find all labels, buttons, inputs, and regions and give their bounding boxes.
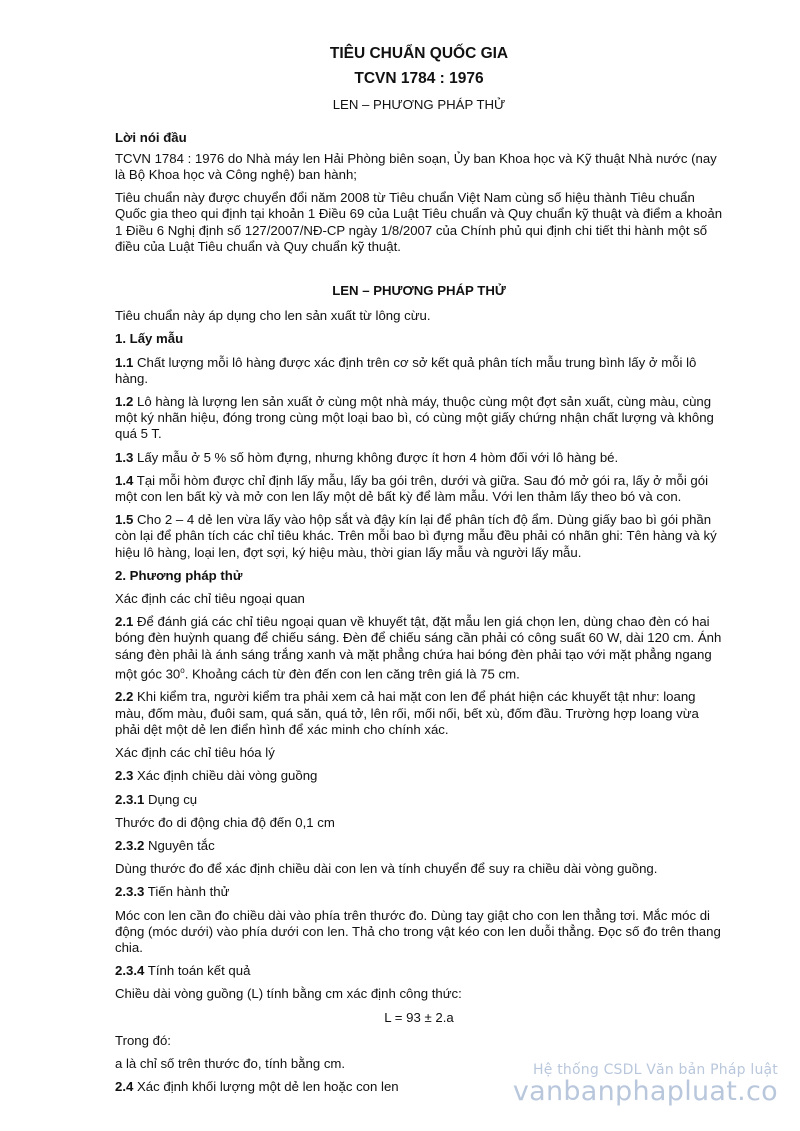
- clause-2-1: [115, 614, 723, 682]
- foreword-paragraph-1: TCVN 1784 : 1976 do Nhà máy len Hải Phòng biên soạn, Ủy ban Khoa học và Kỹ thuật Nhà nước (nay là Bộ Khoa học và Công nghệ) ban hành;: [115, 150, 717, 183]
- foreword-heading: Lời nói đầu: [115, 129, 187, 145]
- clause-2-2: [115, 689, 723, 738]
- clause-number: 1.3: [115, 449, 134, 465]
- clause-text: Chất lượng mỗi lô hàng được xác định trên cơ sở kết quả phân tích mẫu trung bình lấy ở mỗi lô hàng.: [115, 354, 697, 386]
- clause-2-3-1-body: Thước đo di động chia độ đến 0,1 cm: [115, 814, 335, 830]
- clause-2-3-4: [115, 963, 723, 979]
- clause-number: 2.3.2: [115, 837, 145, 853]
- clause-1-3: [115, 450, 723, 466]
- watermark: [513, 1062, 778, 1107]
- clause-number: 2.2: [115, 689, 134, 705]
- foreword-paragraph-2: Tiêu chuẩn này được chuyển đổi năm 2008 từ Tiêu chuẩn Việt Nam cùng số hiệu thành Tiêu chuẩn Quốc gia theo qui định tại khoản 1 Điều 69 của Luật Tiêu chuẩn và Quy chuẩn kỹ thuật và điểm a khoản 1 Điều 6 Nghị định số 127/2007/NĐ-CP ngày 1/8/2007 của Chính phủ qui định chi tiết thi hành một số điều của Luật Tiêu chuẩn và Quy chuẩn kỹ thuật.: [115, 190, 723, 254]
- section-2-heading: 2. Phương pháp thử: [115, 567, 243, 583]
- clause-1-1: [115, 355, 723, 387]
- clause-1-5: [115, 512, 723, 561]
- clause-number: 2.3.4: [115, 963, 145, 979]
- clause-text: Để đánh giá các chỉ tiêu ngoại quan về khuyết tật, đặt mẫu len giá chọn len, dùng chao đèn có hai bóng đèn huỳnh quang để chiếu sáng. Đèn để chiếu sáng cần phải có công suất 60 W, dài 120 cm. Ánh sáng đèn phải là ánh sáng trắng xanh và mặt phẳng chứa hai bóng đèn phải tạo với mặt phẳng ngang một góc 30: [115, 614, 722, 682]
- degree-superscript: o: [180, 665, 185, 675]
- clause-number: 2.3.3: [115, 884, 145, 900]
- clause-number: 2.3: [115, 768, 134, 784]
- clause-number: 2.4: [115, 1079, 134, 1095]
- clause-2-3-3: [115, 884, 723, 900]
- clause-text: Lô hàng là lượng len sản xuất ở cùng một nhà máy, thuộc cùng một đợt sản xuất, cùng màu, cùng một ký nhãn hiệu, đóng trong cùng một loại bao bì, có cùng một giấy chứng nhận chất lượng và không quá 5 T.: [115, 394, 714, 442]
- section-1-heading: 1. Lấy mẫu: [115, 331, 184, 347]
- clause-2-3-4-body: Chiều dài vòng guồng (L) tính bằng cm xác định công thức:: [115, 986, 462, 1002]
- clause-text: Tại mỗi hòm được chỉ định lấy mẫu, lấy ba gói trên, dưới và giữa. Sau đó mở gói ra, lấy ở mỗi gói một con len bất kỳ và mở con len lấy một dẻ bất kỳ để làm mẫu. Với len thảm lấy theo bó và con.: [115, 472, 709, 505]
- standard-code: TCVN 1784 : 1976: [354, 70, 484, 88]
- where-definition: a là chỉ số trên thước đo, tính bằng cm.: [115, 1055, 346, 1071]
- clause-text: Lấy mẫu ở 5 % số hòm đựng, nhưng không được ít hơn 4 hòm đối với lô hàng bé.: [133, 449, 619, 465]
- clause-text: Tiến hành thử: [144, 884, 230, 900]
- watermark-line-1: Hệ thống CSDL Văn bản Pháp luật: [533, 1062, 778, 1078]
- clause-text: Dụng cụ: [144, 791, 198, 807]
- clause-number: 2.3.1: [115, 791, 145, 807]
- scope-paragraph: Tiêu chuẩn này áp dụng cho len sản xuất từ lông cừu.: [115, 308, 431, 324]
- document-title: TIÊU CHUẨN QUỐC GIA: [329, 45, 509, 62]
- clause-number: 1.2: [115, 394, 134, 410]
- clause-text: Tính toán kết quả: [144, 963, 251, 979]
- watermark-line-2: vanbanphapluat.co: [512, 1076, 778, 1107]
- document-page: [115, 42, 723, 1102]
- clause-2-3-3-body: Móc con len cần đo chiều dài vào phía trên thước đo. Dùng tay giật cho con len thẳng tơi. Mắc móc di động (móc dưới) vào phía dưới con len. Thả cho trong vật kéo con len duỗi thẳng. Đọc số đo trên thang chia.: [115, 907, 721, 955]
- clause-2-3-1: [115, 792, 723, 808]
- section-title: LEN – PHƯƠNG PHÁP THỬ: [332, 283, 506, 299]
- clause-number: 1.1: [115, 354, 134, 370]
- clause-2-3-2: [115, 838, 723, 854]
- clause-text: Nguyên tắc: [144, 837, 215, 853]
- clause-text: Xác định chiều dài vòng guồng: [133, 768, 318, 784]
- clause-1-4: [115, 473, 723, 505]
- clause-text-cont: . Khoảng cách từ đèn đến con len căng trên giá là 75 cm.: [184, 666, 520, 682]
- clause-1-2: [115, 394, 723, 443]
- clause-text: Cho 2 – 4 dẻ len vừa lấy vào hộp sắt và đậy kín lại để phân tích độ ẩm. Dùng giấy bao bì gói phần còn lại để phân tích các chỉ tiêu khác. Trên mỗi bao bì đựng mẫu đều phải có nhãn ghi: Tên hàng và ký hiệu lô hàng, loại len, đợt sợi, ký hiệu màu, thời gian lấy mẫu và người lấy mẫu.: [115, 512, 717, 560]
- formula: L = 93 ± 2.a: [384, 1009, 454, 1025]
- clause-text: Khi kiểm tra, người kiểm tra phải xem cả hai mặt con len để phát hiện các khuyết tật như: loang màu, đốm màu, đuôi sam, quá săn, quá tở, lên rối, mối nối, bết xù, đốm đầu. Trường hợp loang vừa phải dệt một dẻ len điển hình để xác minh cho chính xác.: [115, 689, 699, 737]
- document-subtitle: LEN – PHƯƠNG PHÁP THỬ: [332, 97, 506, 113]
- physchem-criteria-intro: Xác định các chỉ tiêu hóa lý: [115, 745, 275, 761]
- clause-2-3-2-body: Dùng thước đo để xác định chiều dài con len và tính chuyển để suy ra chiều dài vòng guồng.: [115, 861, 658, 877]
- clause-2-3: [115, 768, 723, 784]
- clause-number: 2.1: [115, 614, 134, 630]
- clause-text: Xác định khối lượng một dẻ len hoặc con len: [133, 1079, 399, 1095]
- clause-number: 1.5: [115, 512, 134, 528]
- where-label: Trong đó:: [115, 1032, 171, 1048]
- visual-criteria-intro: Xác định các chỉ tiêu ngoại quan: [115, 591, 305, 607]
- clause-number: 1.4: [115, 472, 134, 488]
